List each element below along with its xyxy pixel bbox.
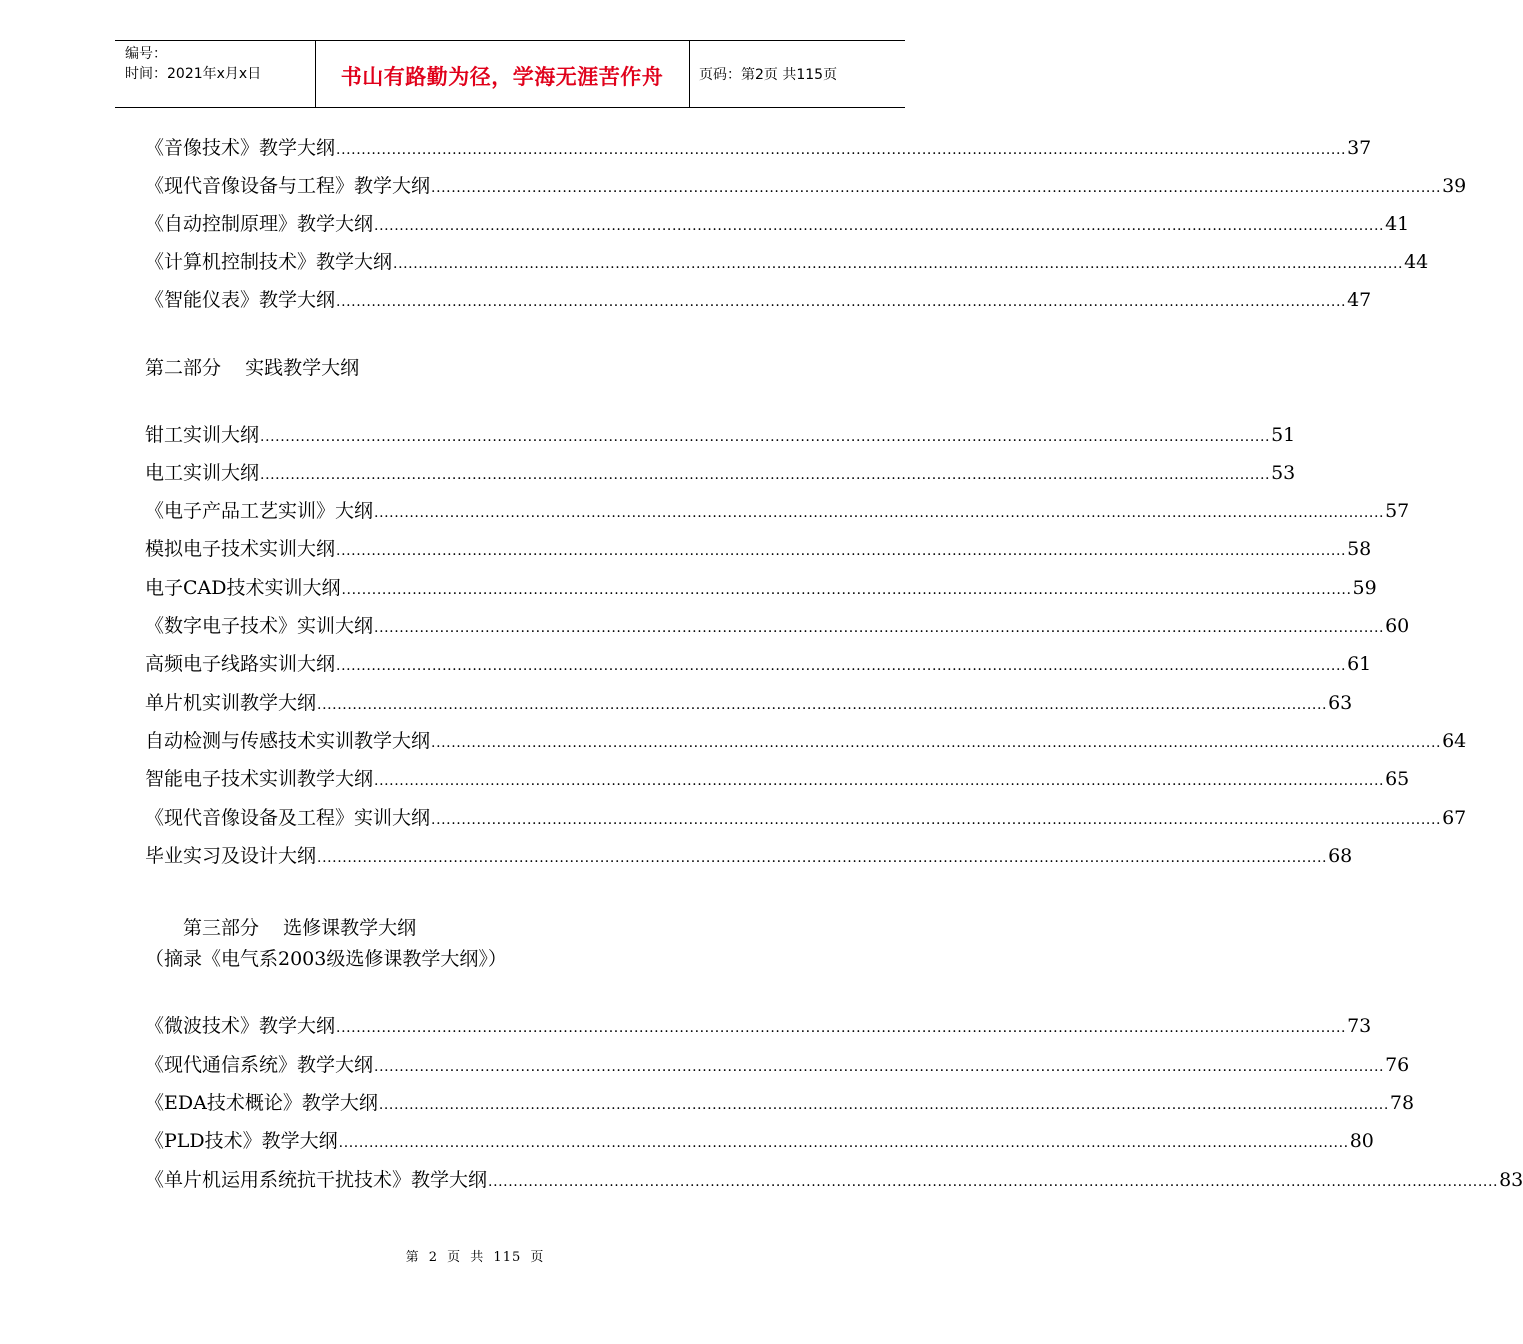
toc-entry-title: 《数字电子技术》实训大纲 xyxy=(145,615,374,637)
toc-entry-title: 《现代通信系统》教学大纲 xyxy=(145,1054,374,1076)
toc-entry-title: 自动检测与传感技术实训教学大纲 xyxy=(145,730,431,752)
toc-entry-page: 59 xyxy=(1352,577,1377,599)
toc-entry-page: 51 xyxy=(1271,424,1296,446)
toc-leader-dots: ........................................................................................................................................................................................................ xyxy=(336,294,1347,310)
toc-leader-dots: ........................................................................................................................................................................................................ xyxy=(431,812,1442,828)
toc-entry[interactable] xyxy=(145,134,1372,162)
toc-leader-dots: ........................................................................................................................................................................................................ xyxy=(336,543,1347,559)
header-divider xyxy=(689,41,690,107)
toc-leader-dots: ........................................................................................................................................................................................................ xyxy=(260,429,1271,445)
toc-entry[interactable] xyxy=(145,459,1296,487)
toc-entry-title: 高频电子线路实训大纲 xyxy=(145,653,336,675)
toc-entry-page: 83 xyxy=(1499,1169,1523,1191)
toc-entry-title: 《现代音像设备及工程》实训大纲 xyxy=(145,807,431,829)
header-page-info: 页码：第2页 共115页 xyxy=(699,67,838,83)
toc-entry-page: 65 xyxy=(1385,768,1410,790)
toc-entry-page: 41 xyxy=(1385,213,1410,235)
date-label: 时间：2021年x月x日 xyxy=(125,66,262,82)
toc-entry-page: 76 xyxy=(1385,1054,1410,1076)
toc-entry-page: 73 xyxy=(1347,1015,1372,1037)
toc-entry-page: 44 xyxy=(1404,251,1429,273)
page-footer: 第 2 页 共 115 页 xyxy=(405,1250,545,1265)
toc-leader-dots: ........................................................................................................................................................................................................ xyxy=(341,582,1352,598)
toc-entry-page: 68 xyxy=(1328,845,1353,867)
toc-leader-dots: ........................................................................................................................................................................................................ xyxy=(317,850,1328,866)
section-heading-part3: 第三部分 选修课教学大纲 xyxy=(183,917,417,939)
toc-leader-dots: ........................................................................................................................................................................................................ xyxy=(374,620,1385,636)
toc-entry-page: 47 xyxy=(1347,289,1372,311)
toc-leader-dots: ........................................................................................................................................................................................................ xyxy=(374,218,1385,234)
toc-leader-dots: ........................................................................................................................................................................................................ xyxy=(374,773,1385,789)
toc-leader-dots: ........................................................................................................................................................................................................ xyxy=(393,256,1404,272)
toc-entry-title: 《音像技术》教学大纲 xyxy=(145,137,336,159)
toc-entry-title: 《单片机运用系统抗干扰技术》教学大纲 xyxy=(145,1169,488,1191)
toc-entry[interactable] xyxy=(145,535,1372,563)
toc-entry-page: 61 xyxy=(1347,653,1372,675)
toc-entry-title: 单片机实训教学大纲 xyxy=(145,692,317,714)
toc-entry[interactable] xyxy=(145,804,1467,832)
toc-entry-page: 53 xyxy=(1271,462,1296,484)
toc-entry[interactable] xyxy=(145,1127,1374,1155)
toc-leader-dots: ........................................................................................................................................................................................................ xyxy=(374,505,1385,521)
toc-entry[interactable] xyxy=(145,650,1372,678)
toc-entry[interactable] xyxy=(145,727,1467,755)
toc-entry[interactable] xyxy=(145,765,1410,793)
toc-entry-title: 《现代音像设备与工程》教学大纲 xyxy=(145,175,431,197)
page-header xyxy=(115,40,905,108)
toc-entry-page: 39 xyxy=(1442,175,1467,197)
toc-entry-title: 智能电子技术实训教学大纲 xyxy=(145,768,374,790)
toc-entry[interactable] xyxy=(145,689,1353,717)
toc-entry-page: 67 xyxy=(1442,807,1467,829)
section-subheading-part3: （摘录《电气系2003级选修课教学大纲》） xyxy=(145,948,507,970)
toc-entry[interactable] xyxy=(145,612,1410,640)
toc-entry-title: 《PLD技术》教学大纲 xyxy=(145,1130,338,1152)
toc-leader-dots: ........................................................................................................................................................................................................ xyxy=(488,1174,1499,1190)
toc-entry[interactable] xyxy=(145,574,1377,602)
toc-entry-title: 《EDA技术概论》教学大纲 xyxy=(145,1092,378,1114)
header-meta xyxy=(125,44,261,84)
toc-entry[interactable] xyxy=(145,842,1353,870)
toc-entry-title: 《电子产品工艺实训》大纲 xyxy=(145,500,374,522)
toc-leader-dots: ........................................................................................................................................................................................................ xyxy=(260,467,1271,483)
toc-entry[interactable] xyxy=(145,248,1429,276)
toc-entry-page: 78 xyxy=(1389,1092,1415,1114)
toc-entry[interactable] xyxy=(145,1012,1372,1040)
toc-entry[interactable] xyxy=(145,1166,1523,1194)
toc-entry-page: 80 xyxy=(1349,1130,1374,1152)
toc-leader-dots: ........................................................................................................................................................................................................ xyxy=(431,180,1442,196)
toc-entry-title: 《智能仪表》教学大纲 xyxy=(145,289,336,311)
toc-entry-page: 37 xyxy=(1347,137,1372,159)
toc-leader-dots: ........................................................................................................................................................................................................ xyxy=(374,1059,1385,1075)
toc-leader-dots: ........................................................................................................................................................................................................ xyxy=(378,1097,1389,1113)
toc-entry-title: 模拟电子技术实训大纲 xyxy=(145,538,336,560)
toc-entry-page: 58 xyxy=(1347,538,1372,560)
toc-entry-page: 64 xyxy=(1442,730,1467,752)
toc-entry-title: 毕业实习及设计大纲 xyxy=(145,845,317,867)
section-heading-part2: 第二部分 实践教学大纲 xyxy=(145,357,360,379)
serial-number-label: 编号： xyxy=(125,46,167,62)
toc-leader-dots: ........................................................................................................................................................................................................ xyxy=(336,658,1347,674)
toc-entry-title: 电子CAD技术实训大纲 xyxy=(145,577,341,599)
toc-entry[interactable] xyxy=(145,421,1296,449)
toc-entry[interactable] xyxy=(145,1089,1415,1117)
toc-entry-title: 电工实训大纲 xyxy=(145,462,260,484)
toc-entry[interactable] xyxy=(145,210,1410,238)
toc-leader-dots: ........................................................................................................................................................................................................ xyxy=(431,735,1442,751)
toc-leader-dots: ........................................................................................................................................................................................................ xyxy=(317,697,1328,713)
toc-entry[interactable] xyxy=(145,286,1372,314)
toc-entry[interactable] xyxy=(145,497,1410,525)
toc-entry-page: 60 xyxy=(1385,615,1410,637)
toc-leader-dots: ........................................................................................................................................................................................................ xyxy=(338,1135,1349,1151)
toc-entry-title: 《自动控制原理》教学大纲 xyxy=(145,213,374,235)
toc-entry-title: 钳工实训大纲 xyxy=(145,424,260,446)
toc-leader-dots: ........................................................................................................................................................................................................ xyxy=(336,142,1347,158)
toc-entry[interactable] xyxy=(145,1051,1410,1079)
toc-entry-page: 57 xyxy=(1385,500,1410,522)
toc-entry[interactable] xyxy=(145,172,1467,200)
toc-entry-title: 《微波技术》教学大纲 xyxy=(145,1015,336,1037)
toc-entry-page: 63 xyxy=(1328,692,1353,714)
header-motto: 书山有路勤为径，学海无涯苦作舟 xyxy=(340,65,664,89)
toc-leader-dots: ........................................................................................................................................................................................................ xyxy=(336,1020,1347,1036)
toc-entry-title: 《计算机控制技术》教学大纲 xyxy=(145,251,393,273)
